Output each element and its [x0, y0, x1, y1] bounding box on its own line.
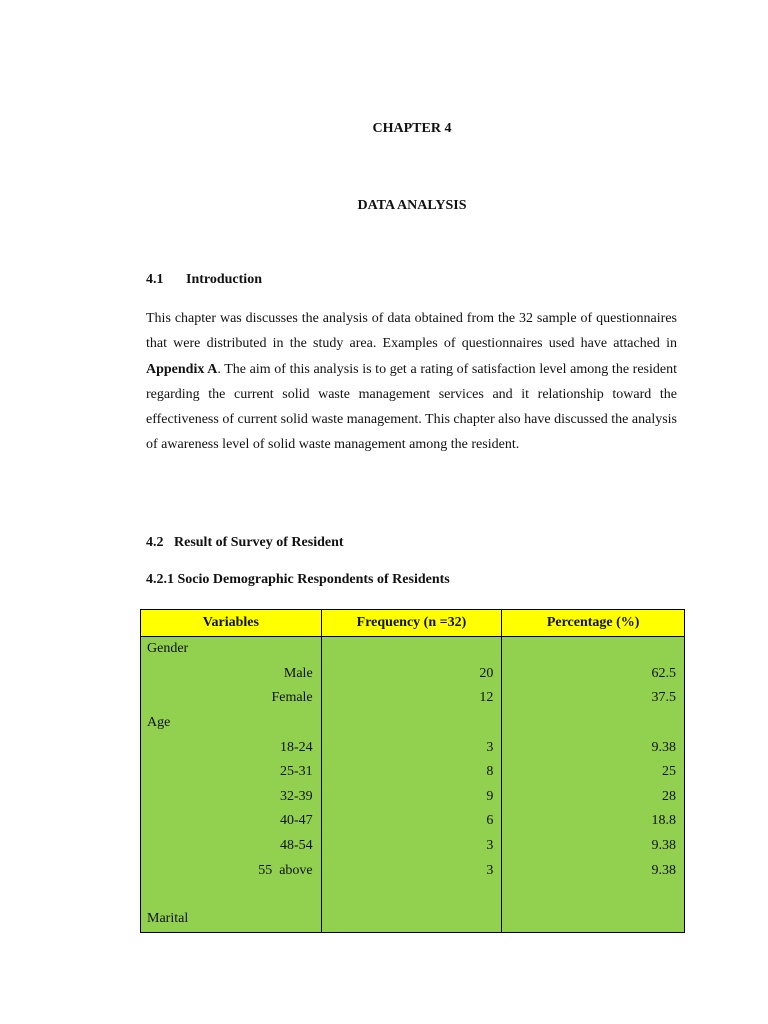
- paragraph-text-2: . The aim of this analysis is to get a rating of satisfaction level among the resident regarding the current solid waste management services and it relationship toward the effectiveness of current solid waste management. This chapter also have discussed the analysis of awareness level of solid waste management among the resident.: [146, 361, 677, 453]
- frequency-cell: 9: [321, 785, 502, 810]
- table-row: [141, 637, 685, 662]
- variable-cell: 18-24: [141, 735, 322, 760]
- frequency-cell: 3: [321, 735, 502, 760]
- percentage-cell: 37.5: [502, 686, 685, 711]
- variable-cell: Gender: [141, 637, 322, 662]
- percentage-cell: 9.38: [502, 858, 685, 883]
- variable-cell: 55 above: [141, 858, 322, 883]
- frequency-cell: [321, 907, 502, 932]
- percentage-cell: [502, 907, 685, 932]
- paragraph-text-1: This chapter was discusses the analysis of data obtained from the 32 sample of questionnaires that were distributed in the study area. Examples of questionnaires used have attached in: [146, 311, 677, 352]
- demographic-table: [140, 609, 685, 933]
- frequency-cell: 12: [321, 686, 502, 711]
- chapter-heading: CHAPTER 4: [372, 121, 452, 136]
- table-row: [141, 834, 685, 859]
- frequency-cell: 6: [321, 809, 502, 834]
- table-row: [141, 711, 685, 736]
- frequency-cell: 20: [321, 662, 502, 687]
- percentage-cell: [502, 637, 685, 662]
- section-heading-text: Introduction: [186, 272, 262, 287]
- variable-cell: Female: [141, 686, 322, 711]
- variable-cell: Male: [141, 662, 322, 687]
- percentage-cell: [502, 883, 685, 907]
- intro-paragraph: [146, 306, 677, 458]
- frequency-cell: [321, 883, 502, 907]
- appendix-reference: Appendix A: [146, 361, 218, 377]
- header-percentage: Percentage (%): [502, 610, 685, 637]
- variable-cell: 32-39: [141, 785, 322, 810]
- header-variables: Variables: [141, 610, 322, 637]
- table-header-row: [141, 610, 685, 637]
- section-heading-survey: 4.2 Result of Survey of Resident: [146, 535, 344, 550]
- table-row: [141, 883, 685, 907]
- table-row: [141, 907, 685, 932]
- variable-cell: 40-47: [141, 809, 322, 834]
- table-row: [141, 662, 685, 687]
- section-number: 4.1: [146, 272, 164, 287]
- variable-cell: Marital: [141, 907, 322, 932]
- variable-cell: Age: [141, 711, 322, 736]
- table-row: [141, 858, 685, 883]
- table-row: [141, 760, 685, 785]
- variable-cell: [141, 883, 322, 907]
- frequency-cell: 3: [321, 858, 502, 883]
- frequency-cell: 3: [321, 834, 502, 859]
- table-row: [141, 686, 685, 711]
- percentage-cell: 25: [502, 760, 685, 785]
- variable-cell: 25-31: [141, 760, 322, 785]
- percentage-cell: [502, 711, 685, 736]
- percentage-cell: 28: [502, 785, 685, 810]
- percentage-cell: 9.38: [502, 834, 685, 859]
- frequency-cell: [321, 711, 502, 736]
- table-row: [141, 809, 685, 834]
- subsection-heading-demographic: 4.2.1 Socio Demographic Respondents of Residents: [146, 572, 450, 587]
- table-row: [141, 735, 685, 760]
- section-heading-introduction: [146, 272, 262, 288]
- table-row: [141, 785, 685, 810]
- chapter-title: DATA ANALYSIS: [357, 198, 467, 213]
- percentage-cell: 62.5: [502, 662, 685, 687]
- percentage-cell: 9.38: [502, 735, 685, 760]
- variable-cell: 48-54: [141, 834, 322, 859]
- header-frequency: Frequency (n =32): [321, 610, 502, 637]
- percentage-cell: 18.8: [502, 809, 685, 834]
- table-body: [141, 637, 685, 933]
- frequency-cell: [321, 637, 502, 662]
- frequency-cell: 8: [321, 760, 502, 785]
